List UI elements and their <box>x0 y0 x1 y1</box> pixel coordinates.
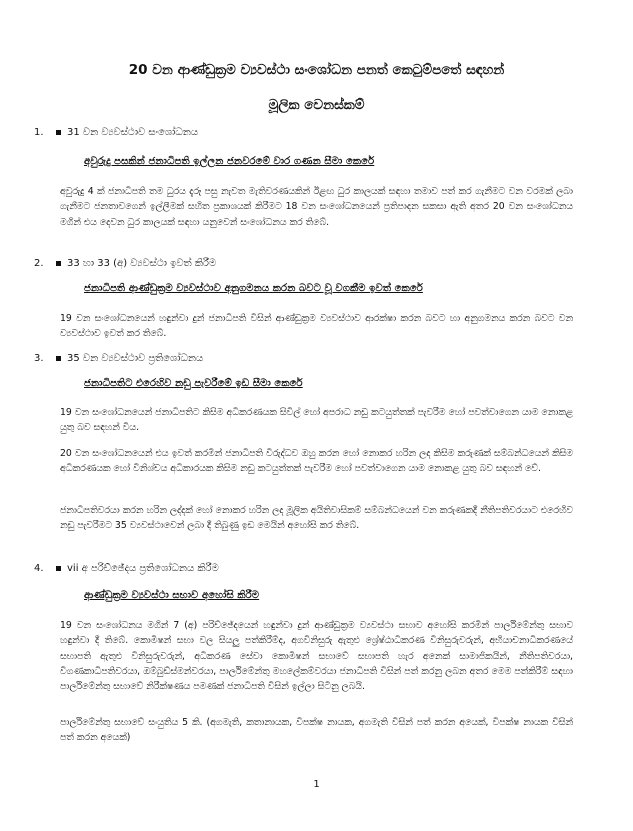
section-heading-1 <box>34 127 198 138</box>
section-subheading-4: ආණ්ඩුක්‍රම ව්‍යවස්ථා සභාව අහෝසි කිරීම <box>84 590 260 601</box>
document-subtitle: මූලික වෙනස්කම් <box>268 97 365 113</box>
bullet-square-icon <box>56 130 61 135</box>
document-title: 20 වන ආණ්ඩුක්‍රම ව්‍යවස්ථා සංශෝධන පනත් කෙටුම්පතේ සඳහන් <box>128 62 505 78</box>
section-paragraph: 19 වන සංශෝධනයෙන් ජනාධිපතිට කිසිම අධිකරණයක සිවිල් හෝ අපරාධ නඩු කටයුත්තක් පැවරීම හෝ පවත්වාගෙන යාම නොකළ යුතු බව සඳහන් විය. <box>60 407 573 434</box>
section-paragraph: අවුරුදු 4 ක් ජනාධිපති තම ධුරය දැරූ පසු නැවත මැතිවරණයකින් ඊළඟ ධුර කාලයක් සඳහා තමාව පත් කර ගැනීමට වන වරමක් ලබා ගැනීමට ජනතාවගෙන් ඉල්ලීමක් සහිත ප්‍රකාශයක් කිරීමට 18 වන සංශෝධනයෙන් ප්‍රතිපාදන සකසා ඇති අතර 20 වන සංශෝධනය මගින් එය දෙවන ධුර කාලයක් සඳහා යනුවෙන් සංශෝධනය කර තිබේ. <box>60 186 573 228</box>
bullet-square-icon <box>56 261 61 266</box>
section-subheading-2: ජනාධිපති ආණ්ඩුක්‍රම ව්‍යවස්ථාව අනුගමනය කරන බවට වූ වගකීම ඉවත් කෙරේ <box>84 283 423 294</box>
section-heading-text: 35 වන ව්‍යවස්ථාව ප්‍රතිශෝධනය <box>67 353 204 364</box>
bullet-square-icon <box>56 566 61 571</box>
section-subheading-3: ජනාධිපතිට එරෙහිව නඩු පැවරීමේ ඉඩ සීමා කෙරේ <box>84 378 303 389</box>
section-subheading-1: අවුරුදු පසකින් ජනාධිපති ඉල්ලන ජනවරමේ වාර ගණන සීමා කෙරේ <box>84 156 375 167</box>
bullet-square-icon <box>56 356 61 361</box>
section-heading-4 <box>34 563 219 574</box>
section-paragraph: 19 වන සංශෝධනයෙන් හඳුන්වා දුන් ජනාධිපති විසින් ආණ්ඩුක්‍රම ව්‍යවස්ථාව ආරක්ෂා කරන බවට හා අනුගමනය කරන බවට වන ව්‍යවස්ථාව ඉවත් කර තිබේ. <box>60 313 573 340</box>
section-heading-2 <box>34 258 216 269</box>
section-number: 1. <box>34 127 44 138</box>
section-number: 4. <box>34 563 44 574</box>
section-heading-text: 33 හා 33 (අ) ව්‍යවස්ථා ඉවත් කිරීම <box>67 258 217 269</box>
section-paragraph: ජනාධිපතිවරයා කරන හරින ලද්දක් හෝ නොකර හරින ලද මූලික අයිතිවාසිකම් සම්බන්ධයෙන් වන කරුණකදී නීතිපතිවරයාට එරෙහිව නඩු පැවරීමට 35 ව්‍යවස්ථාවෙන් ලබා දී තිබුණු ඉඩ මෙයින් අහෝසි කර තිබේ. <box>60 505 573 532</box>
section-paragraph: 19 වන සංශෝධනය මගින් 7 (අ) පරිච්ඡේදයෙන් හඳුන්වා දුන් ආණ්ඩුක්‍රම ව්‍යවස්ථා සභාව අහෝසි කරමින් පාර්ලිමේන්තු සභාව හඳුන්වා දී තිබේ. කොමිෂන් සභා වල සියලු පත්කිරීම්ද, අගවිනිසුරු ඇතුළු ශ්‍රේෂ්ඨාධිකරණ විනිසුරුවරුන්, අභියාචනාධිකරණයේ සභාපති ඇතුළු විනිසුරුවරුන්, අධිකරණ සේවා කොමිෂන් සභාවේ සභාපති හැර අනෙක් සාමාජිකයින්, නීතිපතිවරයා, විගණකාධිපතිවරයා, ඔම්බුඩ්ස්මන්වරයා, පාර්ලිමේන්තු මහලේකම්වරයා ජනාධිපති විසින් පත් කරනු ලබන අතර මෙම පත්කිරීම් සඳහා පාර්ලිමේන්තු සභාවේ නිරීක්ෂණය පමණක් ජනාධිපති විසින් ඉල්ලා සිටිනු ලබයි. <box>60 620 573 693</box>
section-heading-text: 31 වන ව්‍යවස්ථාව සංශෝධනය <box>67 127 199 138</box>
section-heading-3 <box>34 353 203 364</box>
section-number: 3. <box>34 353 44 364</box>
section-paragraph: පාර්ලිමේන්තු සභාවේ සංයුතිය 5 කි. (අගමැති, කතානායක, විපක්ෂ නායක, අගමැති විසින් පත් කරන අයෙක්, විපක්ෂ නායක විසින් පත් කරන අයෙක්) <box>60 717 573 744</box>
section-heading-text: vii අ පරිච්ඡේදය ප්‍රතිශෝධනය කිරීම <box>67 563 219 574</box>
section-number: 2. <box>34 258 44 269</box>
page-number: 1 <box>313 779 320 790</box>
section-paragraph: 20 වන සංශෝධනයෙන් එය ඉවත් කරමින් ජනාධිපති විරුද්ධව ඔහු කරන හෝ නොකර හරින ලද කිසිම කරුණක් සම්බන්ධයෙන් කිසිම අධිකරණයක හෝ විනිශ්චය අධිකාරයක කිසිම නඩු කටයුත්තක් පැවරීම හෝ පවත්වාගෙන යාම නොකළ යුතු බව සඳහන් වේ. <box>60 448 573 475</box>
